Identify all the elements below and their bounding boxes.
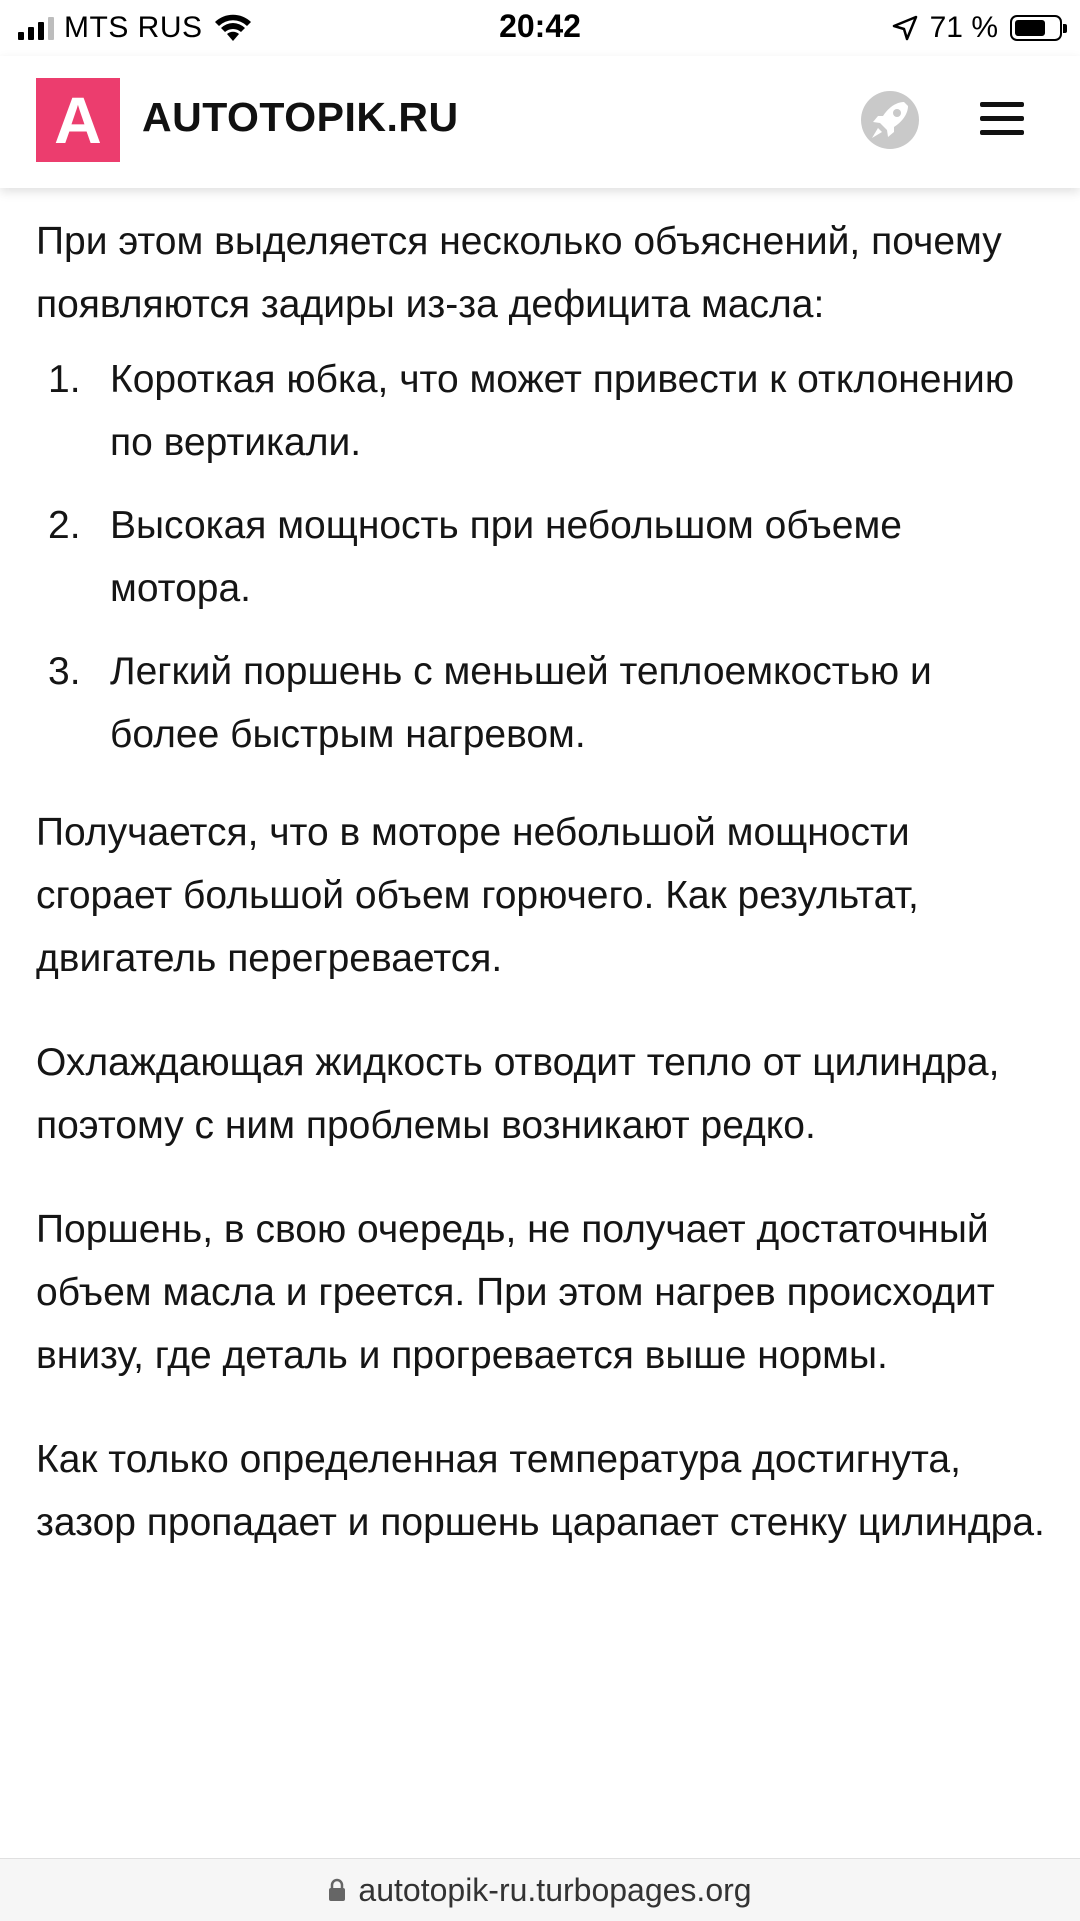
lock-icon — [328, 1878, 346, 1902]
browser-url-bar[interactable] — [0, 1858, 1080, 1921]
article-paragraph: Получается, что в моторе небольшой мощности сгорает большой объем горючего. Как результат, двигатель перегревается. — [36, 811, 919, 980]
article-intro: При этом выделяется несколько объяснений, почему появляются задиры из-за дефицита масла: — [36, 220, 1002, 326]
list-number: 3. — [48, 650, 81, 693]
battery-percent: 71 % — [929, 11, 998, 44]
status-bar — [0, 0, 1080, 56]
location-arrow-icon — [892, 15, 918, 41]
article-body — [36, 210, 1046, 1554]
url-text[interactable]: autotopik-ru.turbopages.org — [358, 1871, 752, 1908]
status-time: 20:42 — [499, 8, 581, 44]
list-text: Легкий поршень с меньшей теплоемкостью и более быстрым нагревом. — [110, 650, 932, 756]
list-text: Высокая мощность при небольшом объеме мотора. — [110, 504, 902, 610]
list-number: 1. — [48, 358, 81, 401]
article-paragraph: Поршень, в свою очередь, не получает достаточный объем масла и греется. При этом нагрев происходит внизу, где деталь и прогревается выше нормы. — [36, 1208, 995, 1377]
site-header — [0, 56, 1080, 188]
article-paragraph: Как только определенная температура достигнута, зазор пропадает и поршень царапает стенку цилиндра. — [36, 1438, 1045, 1544]
status-right — [892, 8, 1062, 48]
list-item — [36, 494, 1046, 620]
battery-icon — [1010, 15, 1062, 41]
hamburger-menu-icon[interactable] — [980, 102, 1024, 138]
carrier-name: MTS RUS — [64, 11, 203, 44]
rocket-icon[interactable] — [858, 88, 922, 152]
article-paragraph: Охлаждающая жидкость отводит тепло от цилиндра, поэтому с ним проблемы возникают редко. — [36, 1041, 1000, 1147]
list-item — [36, 640, 1046, 766]
site-logo[interactable]: A — [36, 78, 120, 162]
list-text: Короткая юбка, что может привести к отклонению по вертикали. — [110, 358, 1015, 464]
list-number: 2. — [48, 504, 81, 547]
reasons-list — [36, 348, 1046, 766]
list-item — [36, 348, 1046, 474]
battery-fill — [1015, 20, 1045, 36]
site-title[interactable]: AUTOTOPIK.RU — [142, 94, 459, 140]
